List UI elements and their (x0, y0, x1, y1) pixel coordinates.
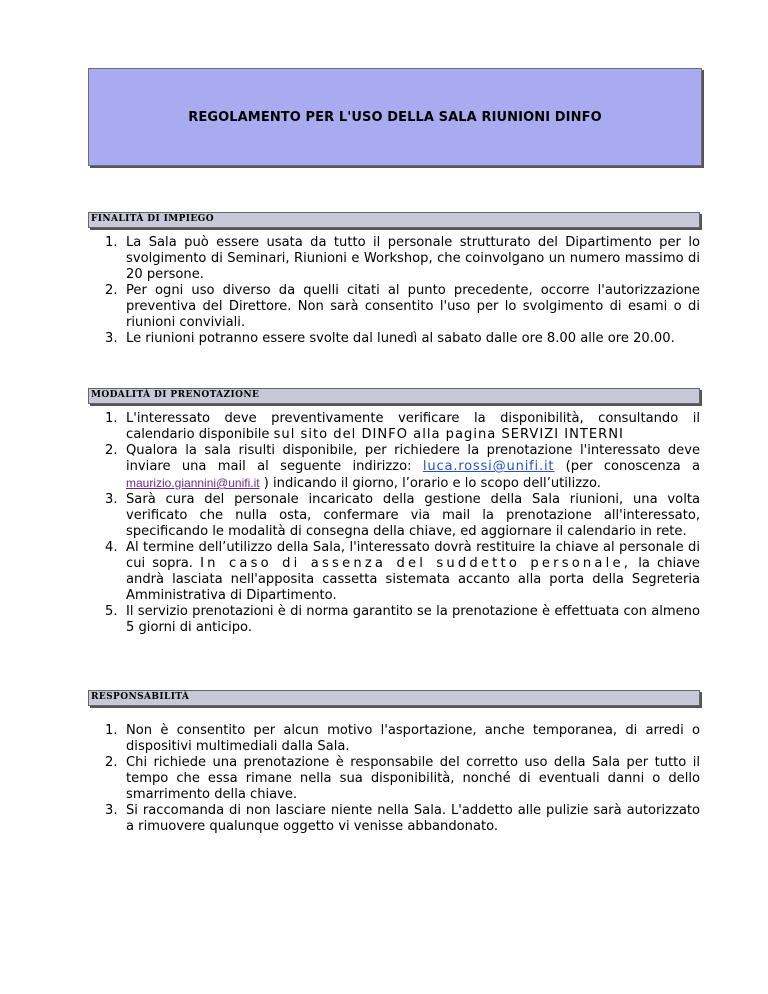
list-item: 3. Le riunioni potranno essere svolte dal lunedì al sabato dalle ore 8.00 alle ore 20.00. (105, 331, 675, 346)
list-item: 4. Al termine dell’utilizzo della Sala, l'interessato dovrà restituire la chiave al personale di cui sopra. In caso di assenza del suddetto personale, la chiave andrà lasciata nell'apposita cassetta sistemata accanto alla porta della Segreteria Amministrativa di Dipartimento. (105, 540, 700, 603)
list-item: 3. Si raccomanda di non lasciare niente nella Sala. L'addetto alle pulizie sarà autorizzato a rimuovere qualunque oggetto vi venisse abbandonato. (105, 803, 700, 834)
document-title: REGOLAMENTO PER L'USO DELLA SALA RIUNIONI DINFO (188, 109, 602, 125)
email-link-cc[interactable]: maurizio.giannini@unifi.it (126, 476, 260, 490)
list-item: 2. Chi richiede una prenotazione è responsabile del corretto uso della Sala per tutto il tempo che essa rimane nella sua disponibilità, nonché di eventuali danni o dello smarrimento della chiave. (105, 755, 700, 802)
title-banner (88, 68, 702, 166)
section-heading-responsabilita (88, 690, 700, 706)
section-heading-text: MODALITÀ DI PRENOTAZIONE (91, 390, 260, 400)
list-item: 1. La Sala può essere usata da tutto il personale strutturato del Dipartimento per lo svolgimento di Seminari, Riunioni e Workshop, che coinvolgano un numero massimo di 20 persone. (105, 235, 700, 282)
section-heading-text: RESPONSABILITÀ (91, 692, 190, 702)
section-heading-modalita (88, 388, 700, 404)
list-finalita (88, 235, 700, 347)
section-heading-text: FINALITÀ DI IMPIEGO (91, 214, 214, 224)
email-link-primary[interactable]: luca.rossi@unifi.it (422, 459, 555, 474)
list-item: 1. L'interessato deve preventivamente verificare la disponibilità, consultando il calendario disponibile sul sito del DINFO alla pagina SERVIZI INTERNI (105, 411, 700, 442)
section-heading-finalita (88, 212, 700, 228)
list-item: 3. Sarà cura del personale incaricato della gestione della Sala riunioni, una volta verificato che nulla osta, confermare via mail la prenotazione all'interessato, specificando le modalità di consegna della chiave, ed aggiornare il calendario in rete. (105, 492, 700, 539)
list-responsabilita (88, 723, 700, 835)
list-item: 2. Qualora la sala risulti disponibile, per richiedere la prenotazione l'interessato deve inviare una mail al seguente indirizzo: luca.rossi@unifi.it (per conoscenza a maurizio.giannini@unifi.it ) indicando il giorno, l’orario e lo scopo dell’utilizzo. (105, 443, 700, 491)
list-item: 1. Non è consentito per alcun motivo l'asportazione, anche temporanea, di arredi o dispositivi multimediali dalla Sala. (105, 723, 700, 754)
list-modalita (88, 411, 700, 636)
list-item: 2. Per ogni uso diverso da quelli citati al punto precedente, occorre l'autorizzazione preventiva del Direttore. Non sarà consentito l'uso per lo svolgimento di esami o di riunioni conviviali. (105, 283, 700, 330)
list-item: 5. Il servizio prenotazioni è di norma garantito se la prenotazione è effettuata con almeno 5 giorni di anticipo. (105, 604, 700, 635)
